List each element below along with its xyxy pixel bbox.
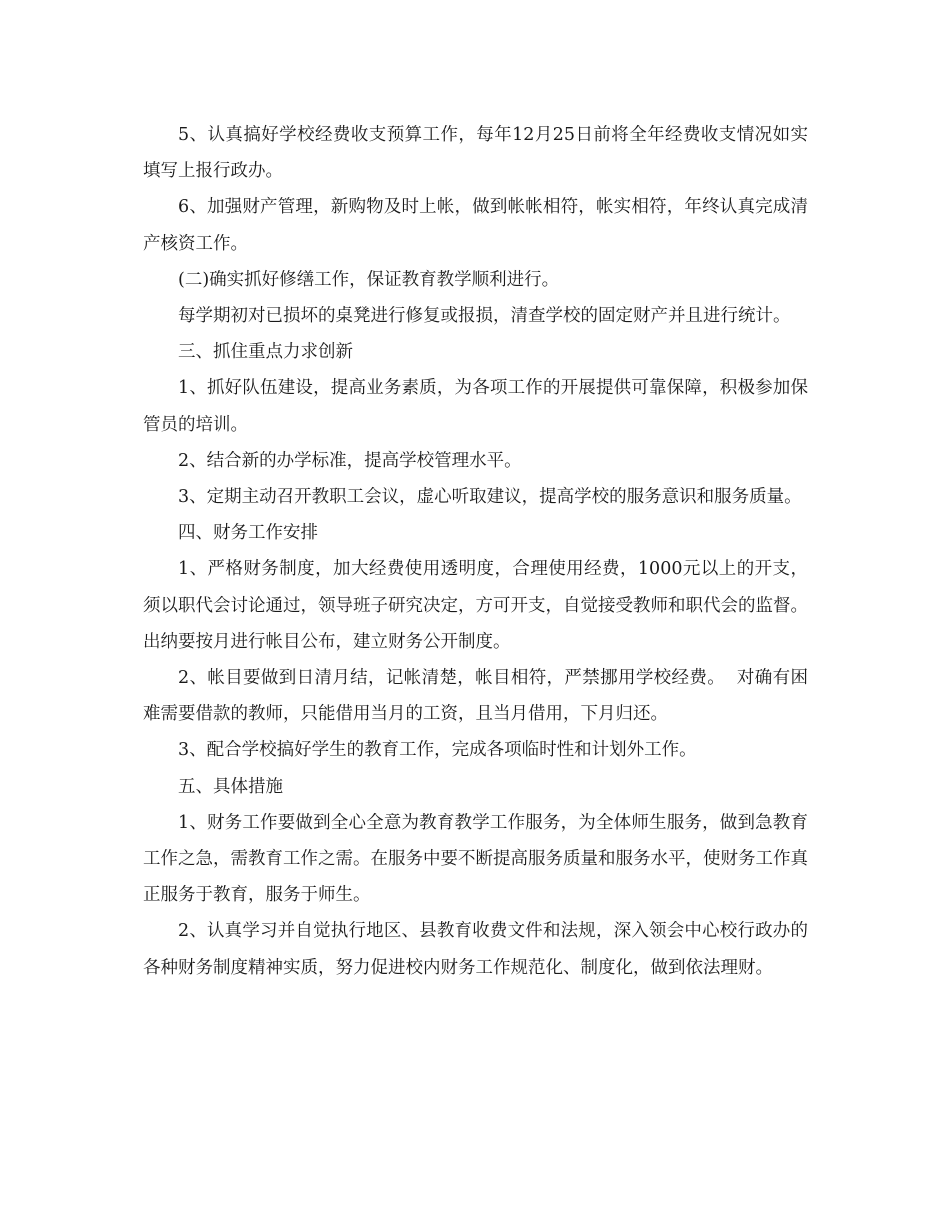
section-heading-repairs: (二)确实抓好修缮工作，保证教育教学顺利进行。 <box>178 269 560 290</box>
paragraph-repairs: 每学期初对已损坏的桌凳进行修复或报损，清查学校的固定财产并且进行统计。 <box>178 306 791 327</box>
paragraph-team-building: 1、抓好队伍建设，提高业务素质，为各项工作的开展提供可靠保障，积极参加保管员的培训。 <box>143 378 808 435</box>
paragraph-student-education: 3、配合学校搞好学生的教育工作，完成各项临时性和计划外工作。 <box>178 740 697 761</box>
paragraph-accounts: 2、帐目要做到日清月结，记帐清楚，帐目相符，严禁挪用学校经费。 对确有困难需要借款的教师，只能借用当月的工资，且当月借用，下月归还。 <box>143 668 808 725</box>
section-heading-innovation: 三、抓住重点力求创新 <box>178 342 353 363</box>
paragraph-regulations: 2、认真学习并自觉执行地区、县教育收费文件和法规，深入领会中心校行政办的各种财务制度精神实质，努力促进校内财务工作规范化、制度化，做到依法理财。 <box>143 921 808 978</box>
document-body <box>143 117 808 986</box>
paragraph-service: 1、财务工作要做到全心全意为教育教学工作服务，为全体师生服务，做到急教育工作之急，需教育工作之需。在服务中要不断提高服务质量和服务水平，使财务工作真正服务于教育，服务于师生。 <box>143 812 808 906</box>
paragraph-finance-rules: 1、严格财务制度，加大经费使用透明度，合理使用经费，1000元以上的开支，须以职代会讨论通过，领导班子研究决定，方可开支，自觉接受教师和职代会的监督。出纳要按月进行帐目公布，建立财务公开制度。 <box>143 559 808 652</box>
paragraph-budget: 5、认真搞好学校经费收支预算工作，每年12月25日前将全年经费收支情况如实填写上报行政办。 <box>143 125 808 182</box>
paragraph-property-management: 6、加强财产管理，新购物及时上帐，做到帐帐相符，帐实相符，年终认真完成清产核资工作。 <box>143 197 808 254</box>
section-heading-finance-arrangement: 四、财务工作安排 <box>178 523 318 544</box>
section-heading-measures: 五、具体措施 <box>178 776 283 797</box>
paragraph-school-standards: 2、结合新的办学标准，提高学校管理水平。 <box>178 450 522 471</box>
paragraph-staff-meetings: 3、定期主动召开教职工会议，虚心听取建议，提高学校的服务意识和服务质量。 <box>178 487 802 508</box>
